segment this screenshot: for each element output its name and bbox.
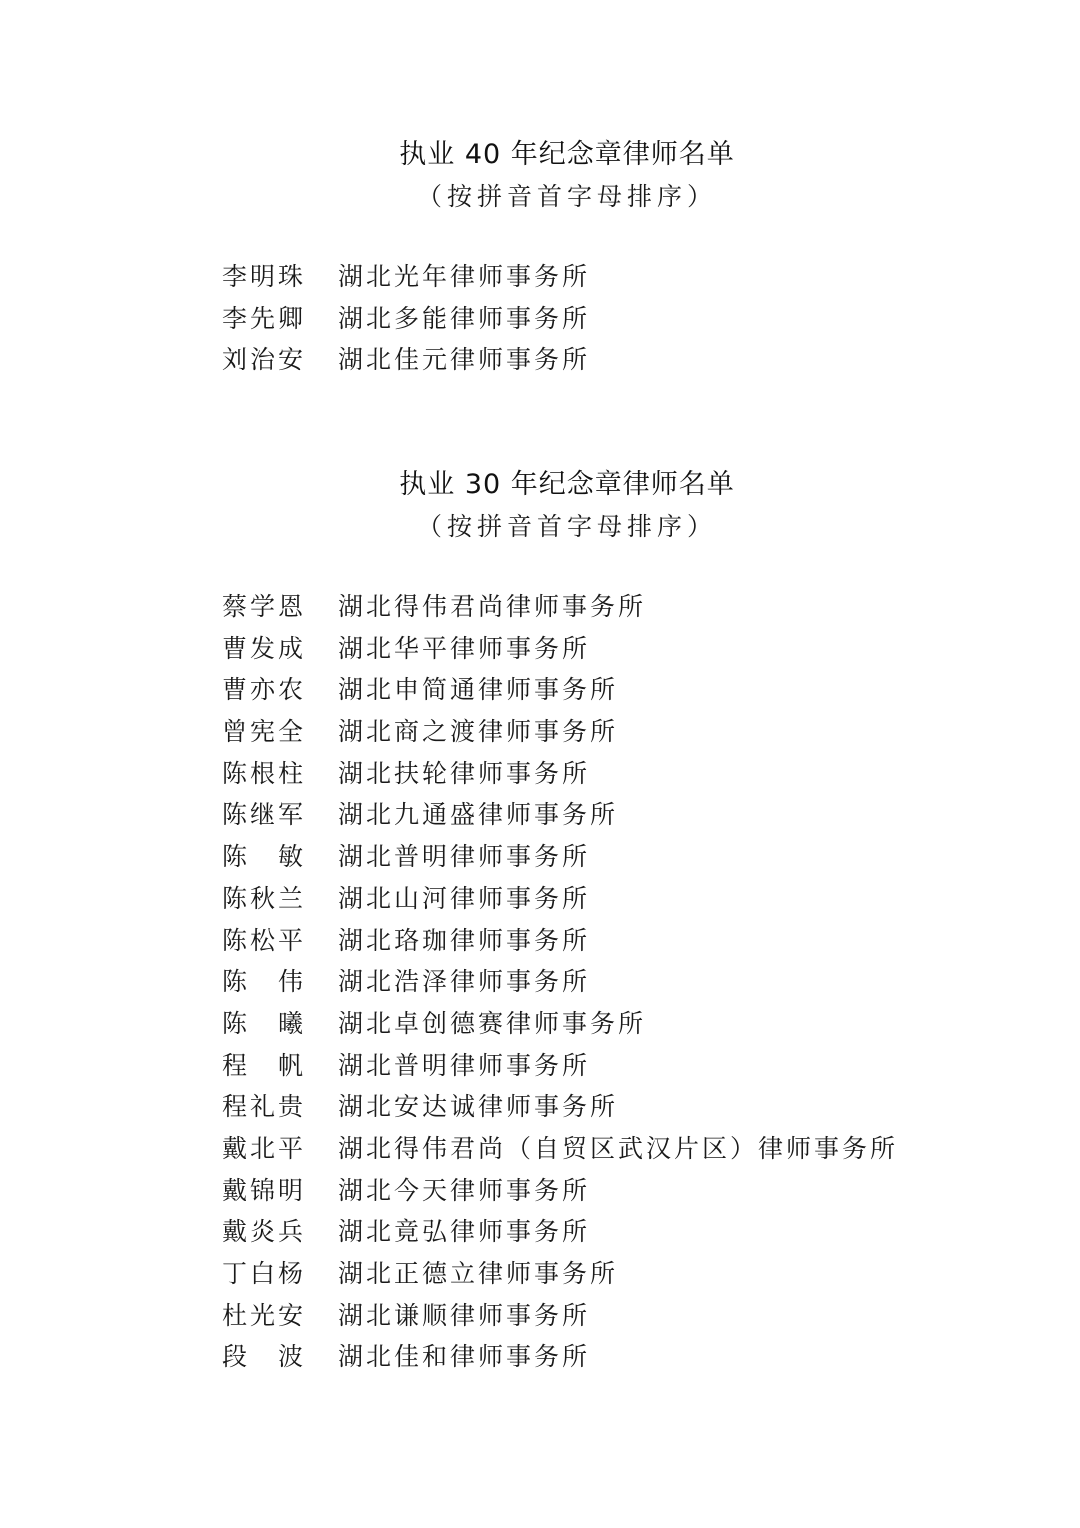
law-firm: 湖北九通盛律师事务所 [338,800,619,830]
lawyer-name: 戴北平 [222,1133,307,1163]
law-firm: 湖北竟弘律师事务所 [338,1217,591,1247]
law-firm: 湖北珞珈律师事务所 [338,925,591,955]
section-title: 执业 40 年纪念章律师名单 [399,139,735,170]
lawyer-name: 陈 伟 [222,967,307,997]
list-item [222,1211,898,1253]
list-item [222,711,898,753]
list-item [222,628,898,670]
list-item [222,1045,898,1087]
law-firm: 湖北申简通律师事务所 [338,675,619,705]
list-item [222,256,590,298]
lawyer-name: 杜光安 [222,1300,307,1330]
list-item [222,1295,898,1337]
law-firm: 湖北佳元律师事务所 [338,345,591,375]
lawyer-name: 陈秋兰 [222,883,307,913]
law-firm: 湖北得伟君尚（自贸区武汉片区）律师事务所 [338,1133,899,1163]
list-item [222,1253,898,1295]
law-firm: 湖北普明律师事务所 [338,842,591,872]
list-item [222,920,898,962]
lawyer-list [222,256,590,381]
list-item [222,1128,898,1170]
law-firm: 湖北浩泽律师事务所 [338,967,591,997]
lawyer-name: 程 帆 [222,1050,307,1080]
lawyer-name: 戴炎兵 [222,1217,307,1247]
lawyer-name: 陈 曦 [222,1008,307,1038]
law-firm: 湖北商之渡律师事务所 [338,717,619,747]
law-firm: 湖北山河律师事务所 [338,883,591,913]
list-item [222,794,898,836]
lawyer-name: 陈松平 [222,925,307,955]
lawyer-name: 戴锦明 [222,1175,307,1205]
law-firm: 湖北谦顺律师事务所 [338,1300,591,1330]
list-item [222,1003,898,1045]
lawyer-name: 程礼贵 [222,1092,307,1122]
lawyer-name: 段 波 [222,1342,307,1372]
law-firm: 湖北得伟君尚律师事务所 [338,592,647,621]
law-firm: 湖北今天律师事务所 [338,1175,591,1205]
section-subtitle: （按拼音首字母排序） [416,182,717,211]
list-item [222,878,898,920]
lawyer-name: 曾宪全 [222,717,307,747]
list-item [222,298,590,340]
lawyer-name: 蔡学恩 [222,592,307,621]
list-item [222,339,590,381]
lawyer-list [222,586,898,1378]
lawyer-name: 陈 敏 [222,842,307,872]
law-firm: 湖北华平律师事务所 [338,633,591,663]
law-firm: 湖北扶轮律师事务所 [338,758,591,788]
law-firm: 湖北正德立律师事务所 [338,1259,619,1288]
law-firm: 湖北普明律师事务所 [338,1050,591,1080]
lawyer-name: 丁白杨 [222,1259,307,1288]
list-item [222,586,898,628]
lawyer-name: 陈根柱 [222,758,307,788]
law-firm: 湖北安达诚律师事务所 [338,1092,619,1122]
law-firm: 湖北多能律师事务所 [338,303,591,333]
law-firm: 湖北光年律师事务所 [338,262,591,291]
law-firm: 湖北佳和律师事务所 [338,1342,591,1372]
lawyer-name: 刘治安 [222,345,307,375]
section-subtitle: （按拼音首字母排序） [416,512,717,541]
lawyer-name: 曹亦农 [222,675,307,705]
lawyer-name: 李明珠 [222,262,307,291]
list-item [222,1086,898,1128]
lawyer-name: 曹发成 [222,633,307,663]
list-item [222,961,898,1003]
list-item [222,1336,898,1378]
lawyer-name: 陈继军 [222,800,307,830]
section-title: 执业 30 年纪念章律师名单 [399,469,735,500]
list-item [222,836,898,878]
list-item [222,753,898,795]
list-item [222,1170,898,1212]
lawyer-name: 李先卿 [222,303,307,333]
law-firm: 湖北卓创德赛律师事务所 [338,1008,647,1038]
list-item [222,669,898,711]
